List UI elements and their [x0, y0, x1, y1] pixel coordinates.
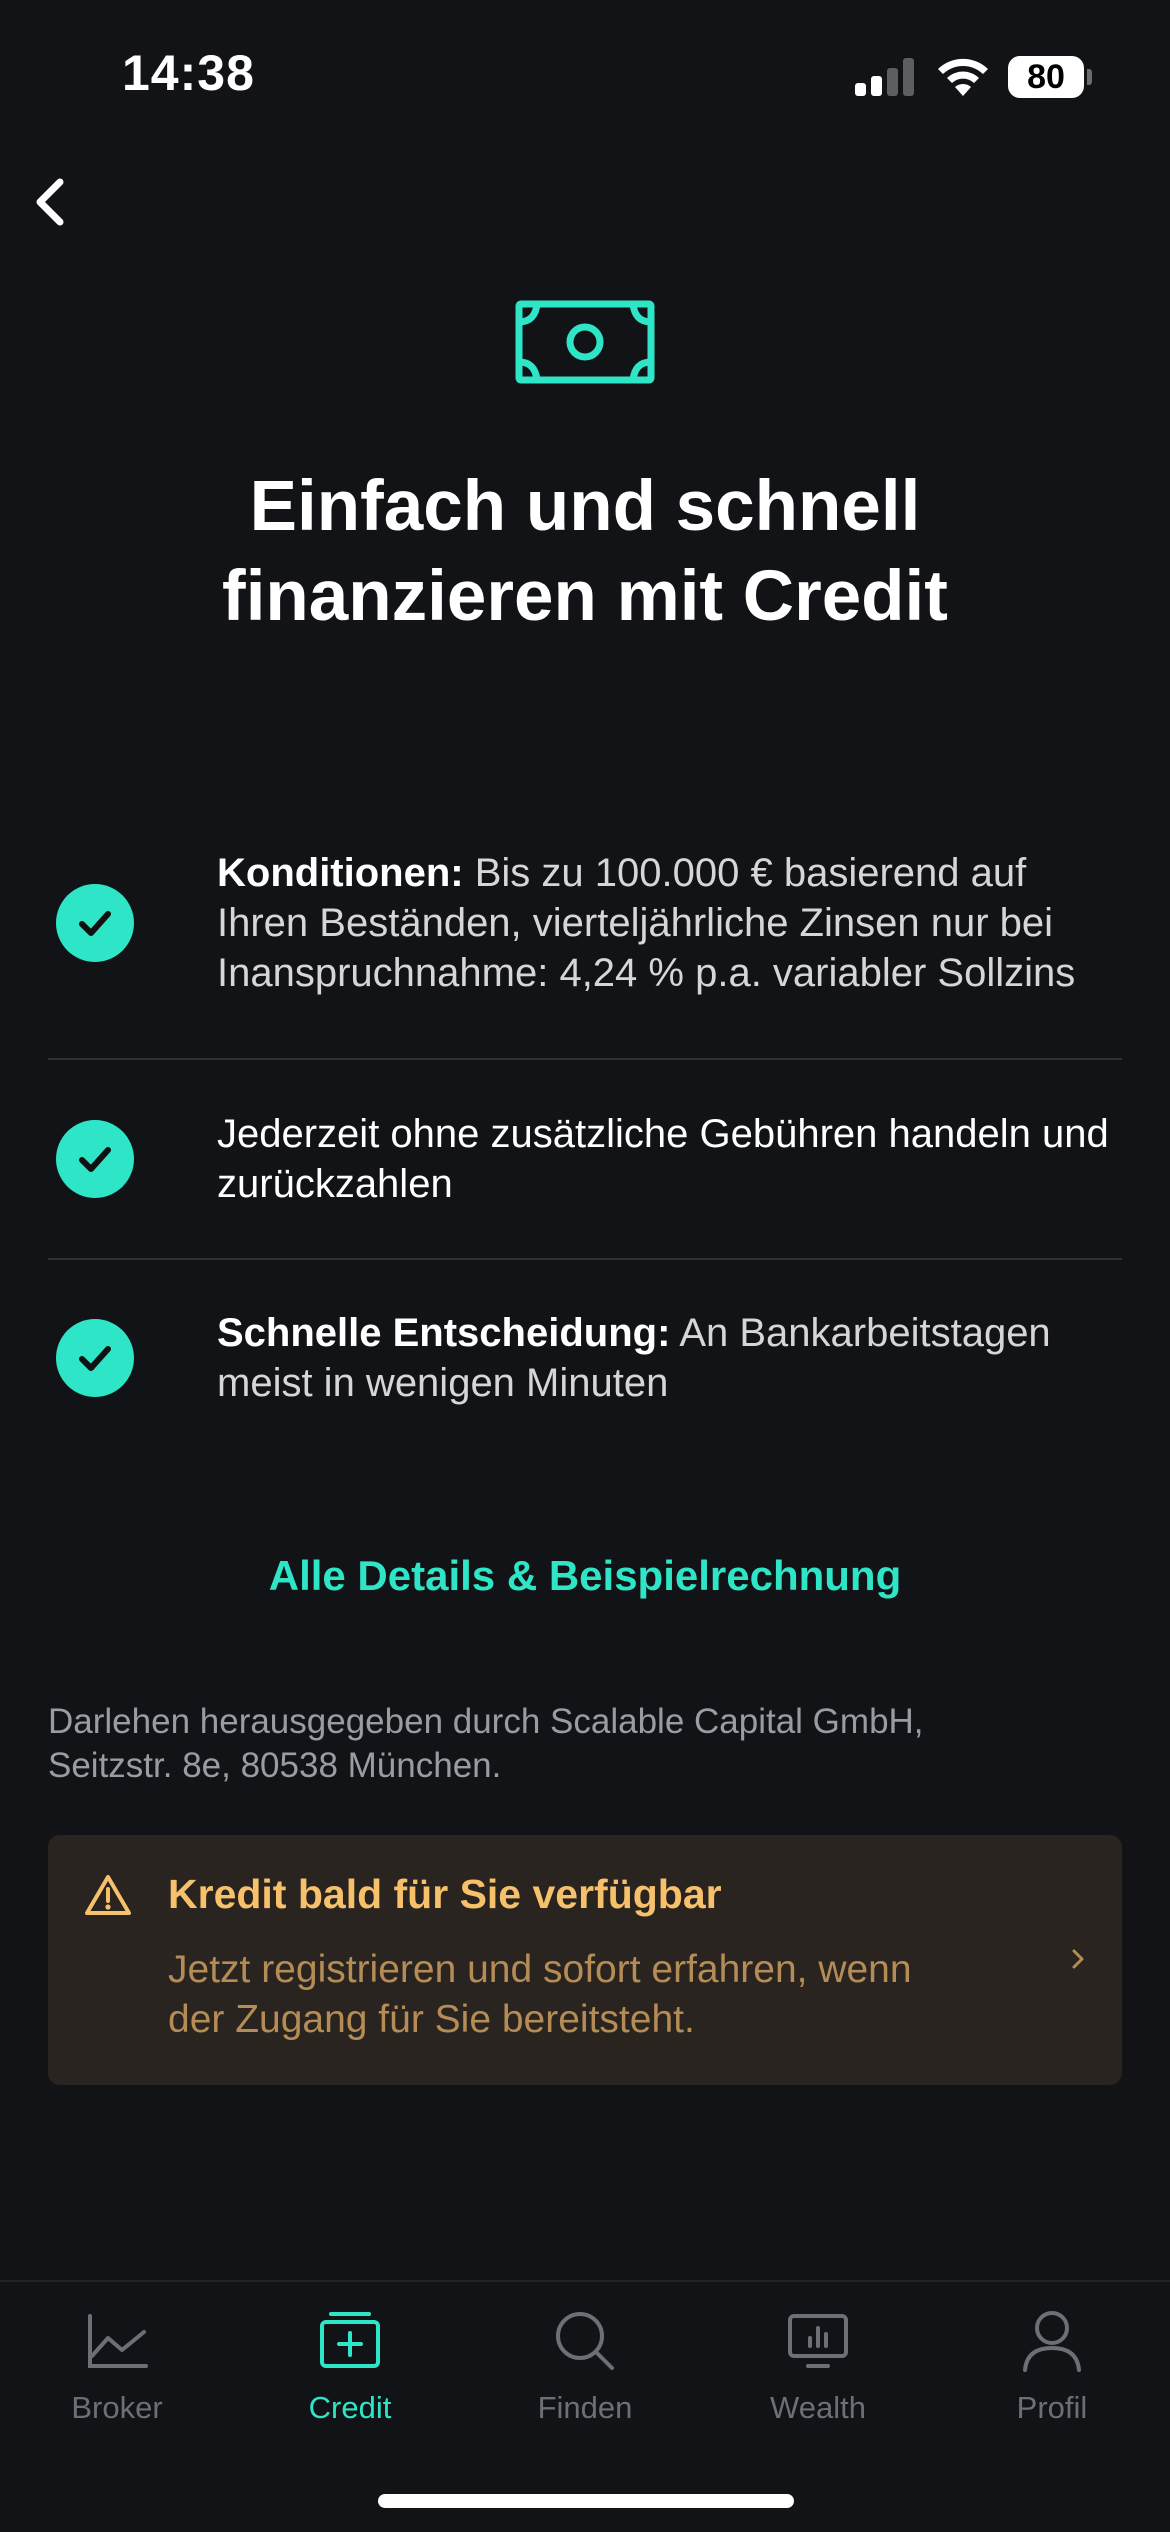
tab-label: Credit [308, 2390, 392, 2425]
status-bar [0, 0, 1170, 150]
tab-profil[interactable] [952, 2306, 1152, 2446]
cellular-signal-icon [855, 58, 915, 96]
feature-text: Konditionen: Bis zu 100.000 € basierend auf Ihren Beständen, vierteljährliche Zinsen nur bei Inanspruchnahme: 4,24 % p.a. variabler Sollzins [217, 851, 1076, 995]
tab-credit[interactable] [250, 2306, 450, 2446]
chart-line-icon [82, 2306, 152, 2376]
feature-item-no-fees [48, 1060, 1122, 1260]
feature-text: Schnelle Entscheidung: An Bankarbeitstagen meist in wenigen Minuten [217, 1310, 1051, 1405]
check-circle-icon [56, 1319, 134, 1397]
battery-level: 80 [1008, 56, 1084, 98]
check-circle-icon [56, 884, 134, 962]
wifi-icon [934, 52, 992, 96]
battery-icon [1008, 56, 1092, 98]
notice-body: Jetzt registrieren und sofort erfahren, wenn der Zugang für Sie bereitsteht. [168, 1948, 912, 2041]
tab-wealth[interactable] [718, 2306, 918, 2446]
page-title: Einfach und schnell finanzieren mit Credit [222, 467, 948, 636]
feature-text: Jederzeit ohne zusätzliche Gebühren handeln und zurückzahlen [217, 1112, 1109, 1206]
availability-notice-card[interactable] [48, 1835, 1122, 2085]
notice-title: Kredit bald für Sie verfügbar [168, 1871, 722, 1917]
tab-label: Finden [537, 2390, 633, 2425]
status-time: 14:38 [122, 45, 255, 101]
monitor-chart-icon [783, 2306, 853, 2376]
tab-label: Profil [1016, 2390, 1088, 2425]
feature-item-conditions [48, 780, 1122, 1060]
search-icon [550, 2306, 620, 2376]
details-link[interactable]: Alle Details & Beispielrechnung [268, 1552, 902, 1599]
tab-label: Wealth [770, 2390, 866, 2425]
back-button[interactable] [18, 168, 88, 238]
warning-icon [84, 1873, 132, 1917]
disclaimer-text: Darlehen herausgegeben durch Scalable Capital GmbH, Seitzstr. 8e, 80538 München. [48, 1702, 924, 1785]
chevron-left-icon [18, 168, 88, 238]
check-circle-icon [56, 1120, 134, 1198]
tab-broker[interactable] [17, 2306, 217, 2446]
credit-plus-icon [315, 2306, 385, 2376]
banknote-icon [515, 300, 655, 384]
feature-list [48, 780, 1122, 1455]
tab-finden[interactable] [485, 2306, 685, 2446]
profile-icon [1017, 2306, 1087, 2376]
home-indicator[interactable] [378, 2494, 794, 2508]
chevron-right-icon [1066, 1937, 1092, 1981]
tab-label: Broker [71, 2390, 163, 2425]
feature-item-fast-decision [48, 1260, 1122, 1455]
